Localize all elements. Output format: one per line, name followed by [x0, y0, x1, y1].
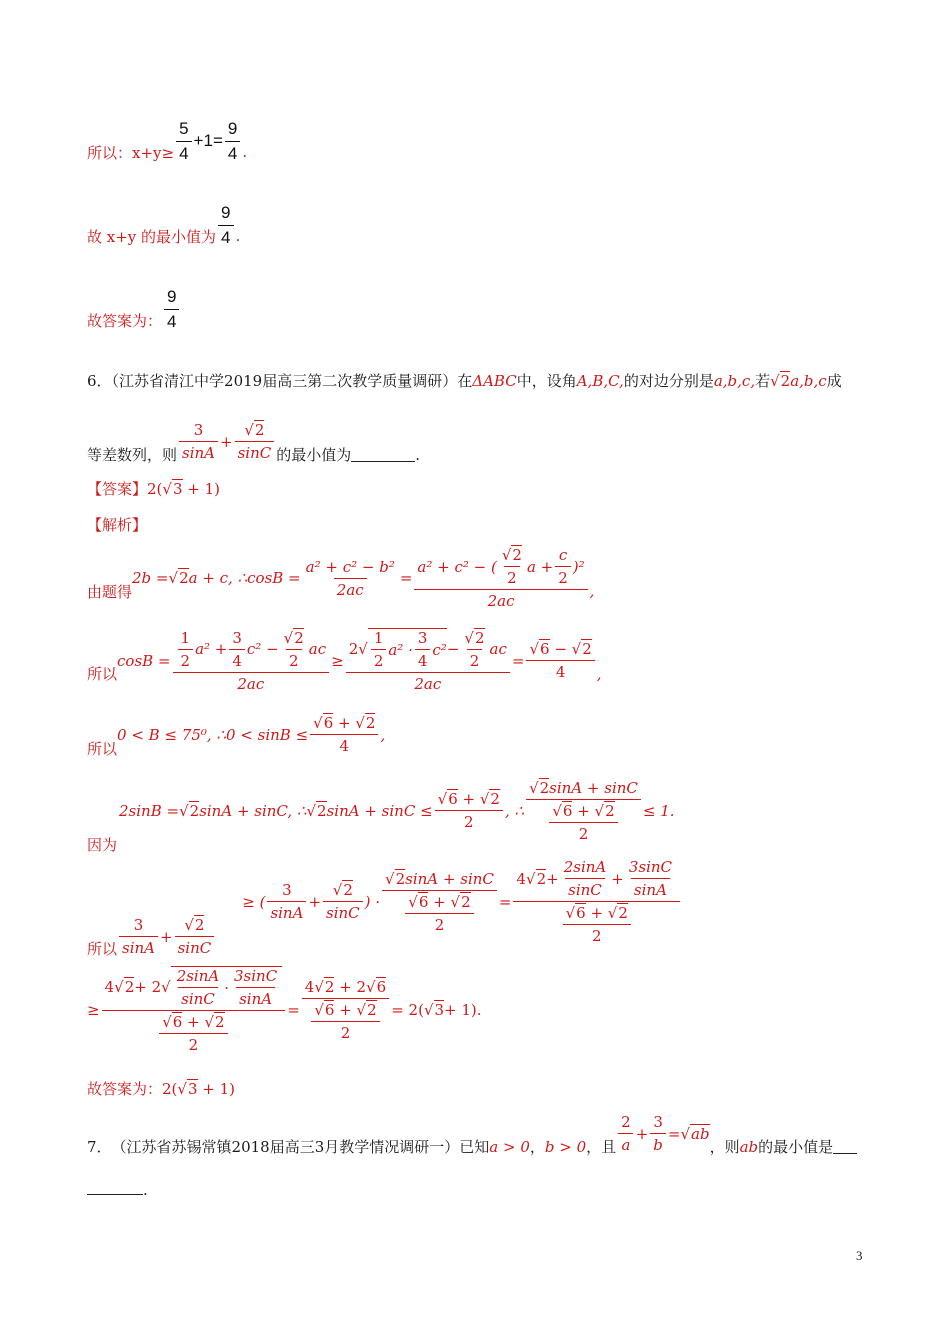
fraction: $\frac{3}{b}$ — [650, 1113, 666, 1154]
question-7-line-2: . — [87, 1180, 148, 1199]
answer-blank — [87, 1180, 143, 1195]
fraction: 4 √2 + 2 √ $\frac{2\sin A}{\sin C}$ · $\frac{3\sin C}{\sin A}$ $\frac{√6 + √2}{2}$ — [102, 966, 286, 1054]
fraction: $\frac{√6 + √2}{4}$ — [310, 714, 378, 755]
solution-line-2: 故 x+y 的最小值为 $\frac{9}{4}$ . — [87, 202, 241, 247]
fraction: $\frac{9}{4}$ — [225, 119, 240, 164]
final-answer-line: 故答案为：2(√3 + 1) — [87, 1080, 236, 1098]
fraction: 2 √ $\frac{1}{2}$ a² · $\frac{3}{4}$ c² − $\frac{√2}{2}$ ac 2ac — [346, 628, 510, 693]
solution-line-3 — [87, 286, 181, 332]
question-7-line-1: 7． （江苏省苏锡常镇2018届高三3月教学情况调研一） 已知 a > 0 ， b > 0 ，且 $\frac{2}{a}$ + $\frac{3}{b}$ = √ab ，则 ab 的最小值是 — [87, 1110, 857, 1157]
fraction: $\frac{9}{4}$ — [164, 287, 179, 332]
question-6-line-2: 等差数列，则 $\frac{3}{\sin A}$ + $\frac{√2}{\sin C}$ 的最小值为 . — [87, 421, 421, 464]
fraction: $\frac{√2}{\sin C}$ — [175, 916, 215, 957]
fraction: $\frac{√2}{\sin C}$ — [323, 881, 363, 922]
fraction: $\frac{4√2 + 2√6}{\frac{√6 + √2}{2}}$ — [302, 978, 389, 1042]
answer-line: 【答案】2(√3 + 1) — [87, 480, 221, 498]
fraction: $\frac{√6 + √2}{2}$ — [435, 790, 503, 831]
label: 故答案为： — [87, 311, 163, 330]
question-6-line-1: 6．（江苏省清江中学2019届高三第二次教学质量调研）在ΔABC中，设角A,B,C,的对边分别是a,b,c,若√2a,b,c成 — [87, 372, 842, 390]
fraction: $\frac{√2}{\sin C}$ — [235, 421, 275, 462]
derivation-line-1: 由题得 2b = √2 a + c, ∴cosB = $\frac{\text{a² + c² − b²}}{2ac}$ = a² + c² − ( $\frac{√2}{2}$ a + $\frac{c}{2}$ )² 2ac , — [87, 546, 595, 610]
page-number: 3 — [856, 1248, 863, 1263]
fraction: $\frac{3}{\sin A}$ — [267, 881, 306, 922]
fraction: $\frac{3}{\sin A}$ — [119, 916, 158, 957]
fraction: 4 √2 + $\frac{2\sin A}{\sin C}$ + $\frac{3\sin C}{\sin A}$ $\frac{√6 + √2}{2}$ — [513, 858, 680, 945]
derivation-line-6: ≥ 4 √2 + 2 √ $\frac{2\sin A}{\sin C}$ · $\frac{3\sin C}{\sin A}$ $\frac{√6 + √2}{2}$ = $\frac{4√2 + 2√6}{\frac{√6 + √2}{2}}$ = 2( √3 + 1). — [87, 967, 482, 1054]
fraction: $\frac{√6 - √2}{4}$ — [526, 640, 594, 681]
solution-line-1: 所以：x+y≥ $\frac{5}{4}$ +1 = $\frac{9}{4}$ . — [87, 118, 248, 163]
fraction: $\frac{√2\sin A + \sin C}{\frac{√6 + √2}{2}}$ — [382, 870, 497, 934]
derivation-line-4: 因为 2sinB = √2 sinA + sinC, ∴ √2 sinA + sinC ≤ $\frac{√6 + √2}{2}$ , ∴ $\frac{√2\sin A + \sin C}{\frac{√6 + √2}{2}}$ ≤ 1. — [87, 778, 675, 854]
fraction: $\frac{3}{\sin A}$ — [179, 421, 218, 462]
derivation-line-3: 所以 0 < B ≤ 75⁰, ∴0 < sinB ≤ $\frac{√6 + √2}{4}$ , — [87, 714, 386, 758]
fraction: $\frac{√2\sin A + \sin C}{\frac{√6 + √2}{2}}$ — [526, 779, 641, 843]
fraction: a² + c² − ( $\frac{√2}{2}$ a + $\frac{c}{2}$ )² 2ac — [414, 546, 587, 610]
answer-blank — [351, 447, 415, 462]
answer-label: 【答案】 — [87, 480, 148, 498]
derivation-line-2: 所以 cosB = $\frac{1}{2}$ a² + $\frac{3}{4}$ c² − $\frac{√2}{2}$ ac 2ac ≥ 2 √ $\frac{1}{2}$ a² · $\frac{3}{4}$ c² − $\frac{√2}{2}$ ac 2ac = $\frac{√6 - √2}{4}$ , — [87, 628, 602, 693]
fraction: $\frac{9}{4}$ — [218, 203, 233, 248]
label: 所以：x+y≥ — [87, 143, 175, 162]
analysis-label: 【解析】 — [87, 516, 148, 534]
answer-blank — [833, 1139, 857, 1154]
label: 故 x+y 的最小值为 — [87, 227, 217, 246]
fraction: $\frac{\text{a² + c² − b²}}{2ac}$ — [305, 557, 395, 599]
fraction: $\frac{5}{4}$ — [176, 119, 191, 164]
fraction: $\frac{2}{a}$ — [618, 1113, 634, 1154]
fraction: $\frac{1}{2}$ a² + $\frac{3}{4}$ c² − $\frac{√2}{2}$ ac 2ac — [173, 629, 330, 693]
derivation-line-5: 所以 $\frac{3}{\sin A}$ + $\frac{√2}{\sin C}$ ≥ ( $\frac{3}{\sin A}$ + $\frac{√2}{\sin C}$ ) · $\frac{√2\sin A + \sin C}{\frac{√6 + √2}{2}}$ = 4 √2 + $\frac{2\sin A}{\sin C}$ + $\frac{3\sin C}{\sin A}$ $\frac{√6 + √2}{2}$ — [87, 854, 682, 959]
